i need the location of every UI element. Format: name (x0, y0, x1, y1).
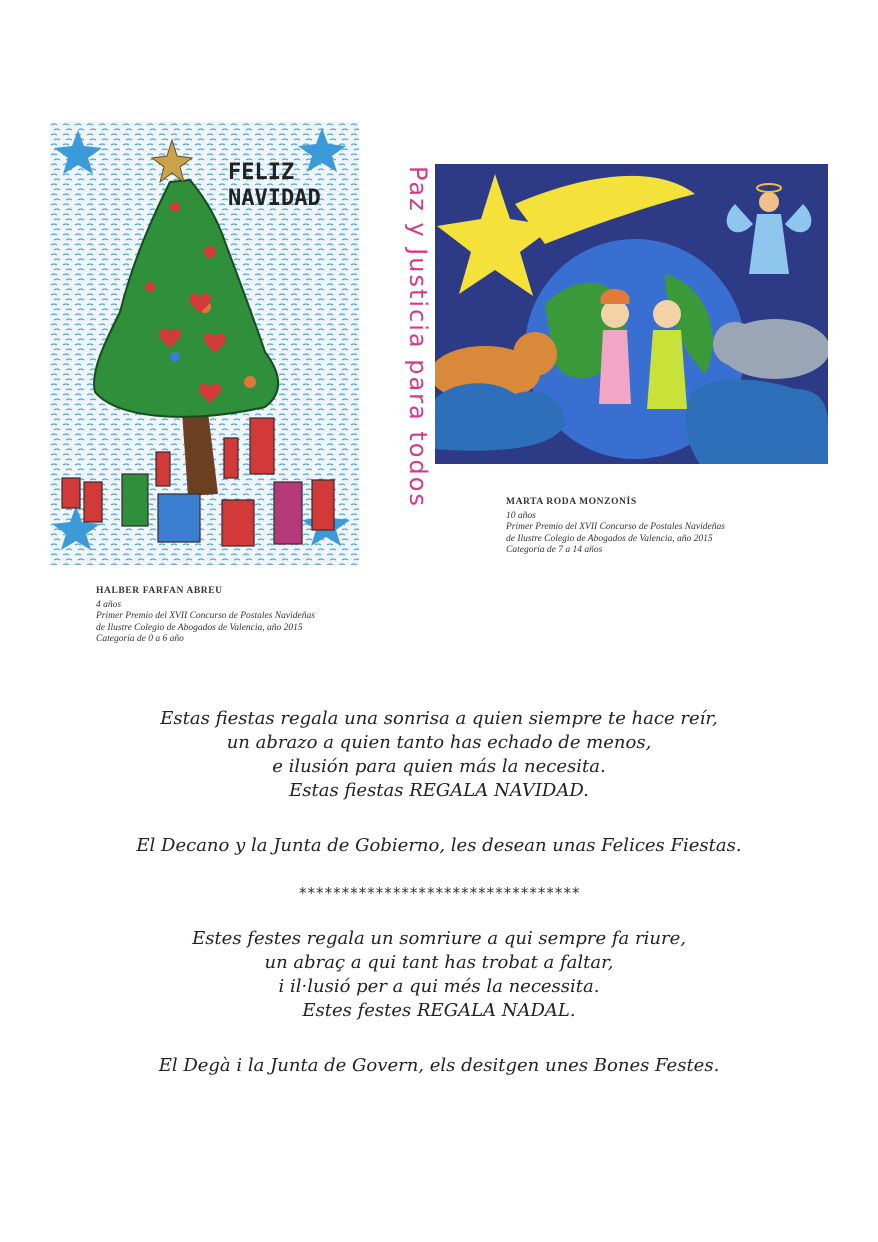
greeting-es (0, 707, 878, 803)
caption-line: de Ilustre Colegio de Abogados de Valencia, año 2015 (96, 622, 303, 633)
artist-name: HALBER FARFAN ABREU (96, 586, 223, 596)
signature-va: El Degà i la Junta de Govern, els desitgen unes Bones Festes. (158, 1055, 720, 1076)
feliz-navidad-text: FELIZ NAVIDAD (228, 160, 321, 211)
caption-line: Primer Premio del XVII Concurso de Postales Navideñas (506, 522, 725, 532)
nativity-drawing (435, 164, 828, 464)
signature-es: El Decano y la Junta de Gobierno, les desean unas Felices Fiestas. (136, 835, 742, 856)
separator: ********************************* (298, 884, 580, 902)
caption-line: Primer Premio del XVII Concurso de Postales Navideñas (96, 611, 315, 621)
artist-name: MARTA RODA MONZONÍS (506, 497, 637, 507)
caption-line: de Ilustre Colegio de Abogados de Valencia, año 2015 (506, 533, 713, 544)
verse-line: Estas fiestas regala una sonrisa a quien siempre te hace reír, (160, 708, 718, 729)
caption-right (506, 497, 725, 557)
paz-justicia-text: Paz y Justicia para todos (404, 166, 432, 508)
verse-line: un abraç a qui tant has trobat a faltar, (264, 952, 614, 973)
verse-line: e ilusión para quien más la necesita. (272, 756, 606, 777)
caption-line: 10 años (506, 510, 536, 521)
verse-line: Estes festes REGALA NADAL. (302, 1000, 576, 1021)
verse-line: un abrazo a quien tanto has echado de menos, (226, 732, 652, 753)
caption-line: Categoría de 7 a 14 años (506, 545, 603, 555)
verse-line: i il·lusió per a qui més la necessita. (278, 976, 600, 997)
caption-line: Categoría de 0 a 6 año (96, 634, 184, 644)
nativity-illustration (435, 164, 828, 464)
caption-line: 4 años (96, 599, 122, 610)
verse-line: Estas fiestas REGALA NAVIDAD. (289, 780, 589, 801)
christmas-tree-drawing (50, 122, 359, 565)
caption-left (96, 586, 315, 646)
greeting-va (0, 927, 878, 1023)
verse-line: Estes festes regala un somriure a qui sempre fa riure, (192, 928, 686, 949)
